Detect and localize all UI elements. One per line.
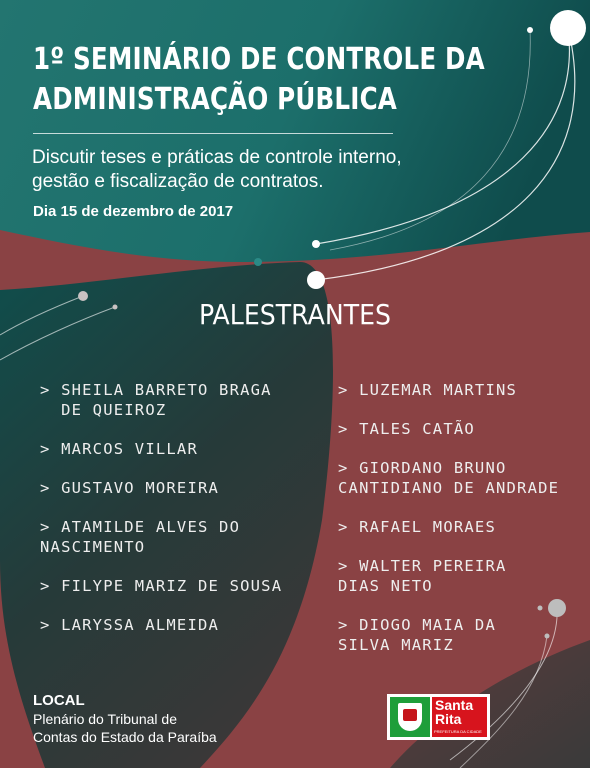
brand-tagline: PREFEITURA DA CIDADE: [434, 729, 482, 734]
santa-rita-logo: [387, 694, 490, 740]
speaker-name: > GUSTAVO MOREIRA: [40, 479, 220, 497]
speaker-name: > GIORDANO BRUNO CANTIDIANO DE ANDRADE: [338, 459, 560, 497]
small-dot: [527, 27, 533, 33]
event-title: [33, 40, 485, 120]
event-subtitle: [32, 146, 452, 194]
city-seal-icon: [390, 697, 430, 737]
subtitle-line: Discutir teses e práticas de controle interno,: [32, 147, 402, 168]
speaker-name: > TALES CATÃO: [338, 420, 475, 438]
speakers-heading: PALESTRANTES: [198, 298, 392, 331]
speaker-name: > FILYPE MARIZ DE SOUSA: [40, 577, 283, 595]
teal-dot: [254, 258, 262, 266]
large-dot-top-right: [550, 10, 586, 46]
speaker-name: > MARCOS VILLAR: [40, 440, 198, 458]
speaker-name: > DIOGO MAIA DA SILVA MARIZ: [338, 616, 496, 654]
medium-dot: [307, 271, 325, 289]
small-dot: [312, 240, 320, 248]
subtitle-line: gestão e fiscalização de contratos.: [32, 171, 324, 192]
speaker-name: > ATAMILDE ALVES DO NASCIMENTO: [40, 518, 241, 556]
location-line: Plenário do Tribunal de: [33, 711, 177, 727]
event-title-line: 1º SEMINÁRIO DE CONTROLE DA: [33, 42, 485, 77]
location-heading: LOCAL: [33, 692, 85, 709]
speakers-list-left: [40, 380, 310, 654]
title-divider: [33, 133, 393, 134]
speaker-name: > LUZEMAR MARTINS: [338, 381, 518, 399]
location-block: [33, 692, 217, 746]
event-title-line: ADMINISTRAÇÃO PÚBLICA: [33, 82, 398, 117]
brand-name: Santa Rita: [435, 697, 474, 727]
location-line: Contas do Estado da Paraíba: [33, 729, 217, 745]
seal-emblem-icon: [403, 709, 417, 721]
brand-block: [432, 697, 487, 737]
speaker-name: > LARYSSA ALMEIDA: [40, 616, 220, 634]
speakers-list-right: [338, 380, 578, 674]
event-date: Dia 15 de dezembro de 2017: [33, 203, 234, 220]
shield-icon: [398, 703, 422, 731]
speaker-name: > WALTER PEREIRA DIAS NETO: [338, 557, 507, 595]
speaker-name: > SHEILA BARRETO BRAGA DE QUEIROZ: [40, 381, 272, 419]
speaker-name: > RAFAEL MORAES: [338, 518, 496, 536]
